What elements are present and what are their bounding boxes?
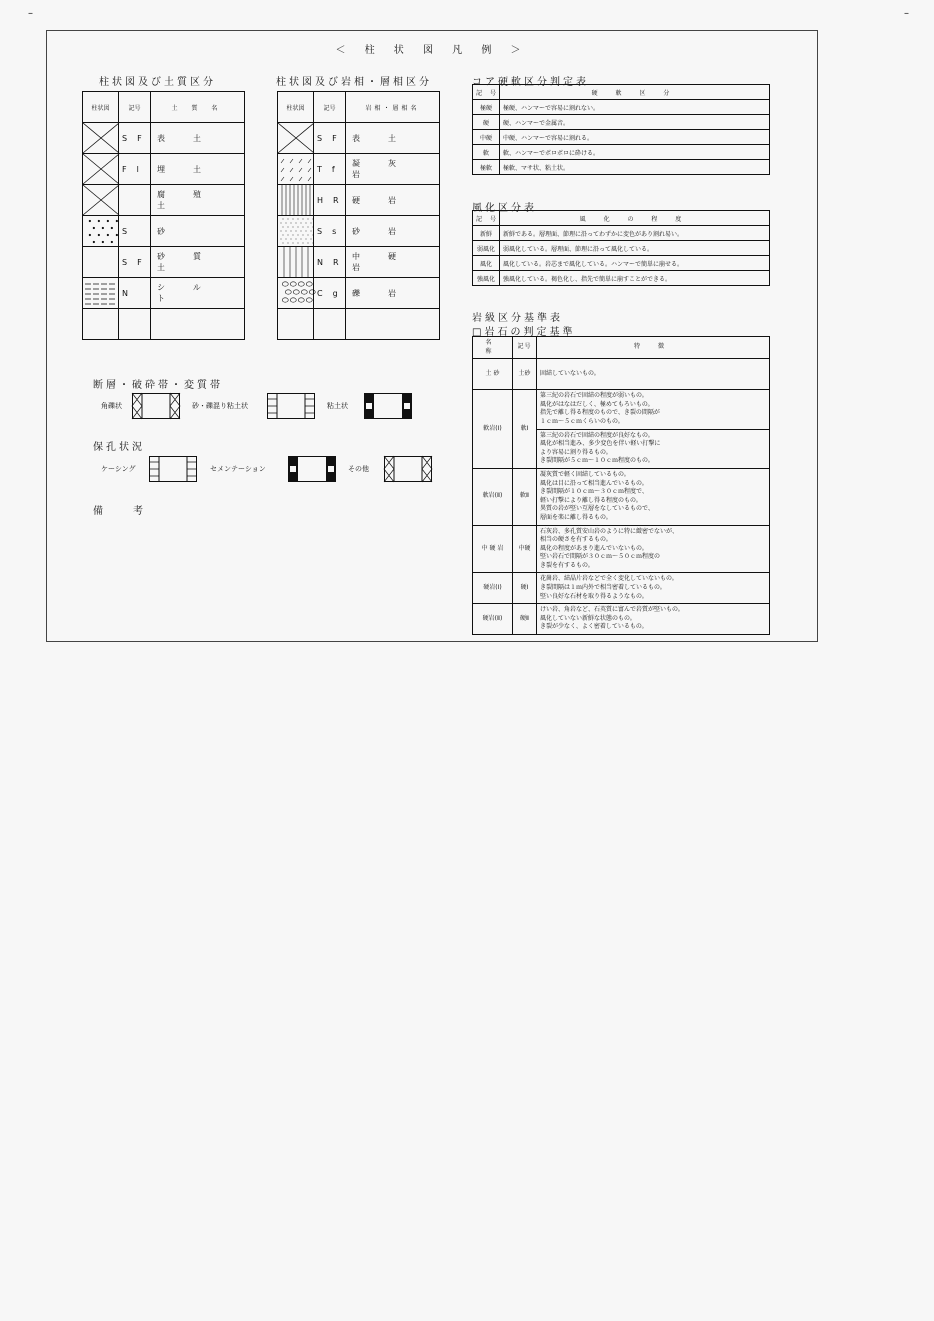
soil-name: シルト — [151, 278, 245, 309]
legend-sheet — [46, 30, 818, 642]
rock-code: SF — [314, 123, 346, 154]
weather-code: 弱風化 — [473, 241, 500, 256]
vlines2-pattern-icon — [278, 247, 314, 278]
dashes-pattern-icon — [83, 278, 119, 309]
rock-row — [278, 123, 440, 154]
grade-code: 中硬 — [513, 525, 537, 573]
soil-code: Fl — [119, 154, 151, 185]
soil-row — [83, 309, 245, 340]
blank-pattern-icon — [83, 247, 119, 278]
cementation-symbol-icon — [288, 456, 336, 482]
weather-code: 新鮮 — [473, 226, 500, 241]
rock-code: Tf — [314, 154, 346, 185]
grade-row — [473, 390, 770, 429]
breccia-symbol-icon — [132, 393, 180, 419]
rock-row — [278, 185, 440, 216]
core-row — [473, 130, 770, 145]
grade-code: 土砂 — [513, 359, 537, 390]
core-header-desc: 硬 軟 区 分 — [500, 85, 770, 100]
grade-header-desc: 特 徴 — [537, 337, 770, 359]
core-code: 極軟 — [473, 160, 500, 175]
soil-code — [119, 309, 151, 340]
casing-symbol-icon — [149, 456, 197, 482]
rock-header-name: 岩相・層相名 — [346, 92, 440, 123]
weather-desc: 弱風化している。層理面、節理に沿って風化している。 — [500, 241, 770, 256]
core-code: 中硬 — [473, 130, 500, 145]
soil-header-code: 記号 — [119, 92, 151, 123]
core-desc: 極硬、ハンマーで容易に割れない。 — [500, 100, 770, 115]
soil-name: 砂 — [151, 216, 245, 247]
grade-desc: 固結していないもの。 — [537, 359, 770, 390]
fault-title: 断層・破砕帯・変質帯 — [93, 380, 223, 391]
core-desc: 極軟、マサ状、粘土状。 — [500, 160, 770, 175]
rock-grade-table — [472, 336, 770, 635]
grade-desc: 第三紀の岩石で固結の程度が弱いもの。 風化がはなはだしく、極めてもろいもの。 指先で離し得る程度のもので、き裂の間隔が １ｃｍ～５ｃｍくらいのもの。 — [537, 390, 770, 429]
core-row — [473, 115, 770, 130]
weather-header-desc: 風 化 の 程 度 — [500, 211, 770, 226]
soil-header-pattern: 柱状図 — [83, 92, 119, 123]
rock-row — [278, 216, 440, 247]
grade-desc: けい岩、角岩など、石英質に富んで岩質が堅いもの。 風化していない新鮮な状態のもの。 き裂が少なく、よく密着しているもの。 — [537, 604, 770, 635]
other-symbol-icon — [384, 456, 432, 482]
soil-row — [83, 247, 245, 278]
soil-row — [83, 278, 245, 309]
rock-code: NR — [314, 247, 346, 278]
grade-header-code: 記号 — [513, 337, 537, 359]
weather-row — [473, 226, 770, 241]
grade-code: 硬Ⅱ — [513, 604, 537, 635]
blank-pattern-icon — [278, 309, 314, 340]
weather-row — [473, 241, 770, 256]
rockgrade-title: 岩級区分基準表 — [472, 313, 563, 324]
weather-row — [473, 271, 770, 286]
grade-row — [473, 525, 770, 573]
soil-name: 腐殖土 — [151, 185, 245, 216]
soil-name: 砂質土 — [151, 247, 245, 278]
weather-desc: 風化している。岩芯まで風化している。ハンマーで簡単に崩せる。 — [500, 256, 770, 271]
soil-table — [82, 91, 245, 340]
grade-desc: 花崗岩、結晶片岩などで全く変化していないもの。 き裂間隔は１ｍ内外で相当密着しているもの。 堅い良好な石材を取り得るようなもの。 — [537, 573, 770, 604]
grade-row — [473, 468, 770, 525]
rock-code: HR — [314, 185, 346, 216]
corner-mark-left: – — [28, 8, 33, 19]
grade-code: 硬Ⅰ — [513, 573, 537, 604]
rock-name: 中硬岩 — [346, 247, 440, 278]
soil-row — [83, 185, 245, 216]
rock-code — [314, 309, 346, 340]
weather-code: 風化 — [473, 256, 500, 271]
grade-desc: 石灰岩、多孔質安山岩のように特に緻密でないが、 相当の硬さを有するもの。 風化の程度があまり進んでいないもの。 堅い岩石で間隔が３０ｃｍ～５０ｃｍ程度の き裂を有するもの。 — [537, 525, 770, 573]
core-row — [473, 160, 770, 175]
fault-label-clay: 粘土状 — [327, 402, 348, 410]
weather-code: 強風化 — [473, 271, 500, 286]
grade-name: 土 砂 — [473, 359, 513, 390]
soil-code: S — [119, 216, 151, 247]
core-table-title: コア硬軟区分判定表 — [472, 77, 589, 88]
grade-desc: 凝灰質で軽く固結しているもの。 風化は目に沿って相当進んでいるもの。 き裂間隔が１０ｃｍ～３０ｃｍ程度で、 軽い打撃により離し得る程度のもの。 異質の岩が堅い互層をなしているもので、 層面を楽に離し得るもの。 — [537, 468, 770, 525]
soil-row — [83, 154, 245, 185]
core-row — [473, 145, 770, 160]
cross-pattern-icon — [83, 123, 119, 154]
soil-row — [83, 123, 245, 154]
rock-name: 砂岩 — [346, 216, 440, 247]
soil-code — [119, 185, 151, 216]
soil-name — [151, 309, 245, 340]
weathering-table-title: 風化区分表 — [472, 203, 537, 214]
weather-desc: 強風化している。褐色化し、指先で簡単に崩すことができる。 — [500, 271, 770, 286]
grade-row — [473, 573, 770, 604]
soil-code: SF — [119, 123, 151, 154]
rock-row — [278, 278, 440, 309]
grade-desc: 第三紀の岩石で固結の程度が良好なもの。 風化が相当進み、多少変色を伴い軽い打撃に より容易に割り得るもの。 き裂間隔が５ｃｍ～１０ｃｍ程度のもの。 — [537, 429, 770, 468]
rock-name: 表土 — [346, 123, 440, 154]
borehole-label-casing: ケーシング — [101, 465, 136, 473]
rock-code: Cg — [314, 278, 346, 309]
rockgrade-subtitle: □岩石の判定基準 — [472, 327, 576, 338]
soil-name: 埋土 — [151, 154, 245, 185]
soil-name: 表土 — [151, 123, 245, 154]
grade-name: 硬岩(Ⅱ) — [473, 604, 513, 635]
soil-code: SF — [119, 247, 151, 278]
blank-pattern-icon — [83, 309, 119, 340]
weathering-table — [472, 210, 770, 286]
soil-table-title: 柱状図及び土質区分 — [99, 77, 216, 88]
fault-label-gravelclay: 砂・礫混り粘土状 — [192, 402, 248, 410]
borehole-title: 保孔状況 — [93, 442, 145, 453]
rock-name: 凝灰岩 — [346, 154, 440, 185]
grade-code: 軟Ⅱ — [513, 468, 537, 525]
weather-header-code: 記号 — [473, 211, 500, 226]
grade-header-name: 名 称 — [473, 337, 513, 359]
core-desc: 軟、ハンマーでボロボロに砕ける。 — [500, 145, 770, 160]
soil-row — [83, 216, 245, 247]
core-header-code: 記号 — [473, 85, 500, 100]
vlines-pattern-icon — [278, 185, 314, 216]
grade-row — [473, 604, 770, 635]
rockfacies-table-title: 柱状図及び岩相・層相区分 — [276, 77, 432, 88]
grade-name: 硬岩(Ⅰ) — [473, 573, 513, 604]
clay-symbol-icon — [364, 393, 412, 419]
rock-name: 硬岩 — [346, 185, 440, 216]
soil-code: N — [119, 278, 151, 309]
dots-pattern-icon — [83, 216, 119, 247]
fault-label-breccia: 角礫状 — [101, 402, 122, 410]
finedots-pattern-icon — [278, 216, 314, 247]
rock-row — [278, 154, 440, 185]
borehole-label-other: その他 — [348, 465, 369, 473]
grade-code: 軟Ⅰ — [513, 390, 537, 469]
remarks-title: 備 考 — [93, 506, 153, 517]
rock-name: 礫岩 — [346, 278, 440, 309]
weather-row — [473, 256, 770, 271]
core-code: 硬 — [473, 115, 500, 130]
rock-code: Ss — [314, 216, 346, 247]
weather-desc: 新鮮である。層理面、節理に沿ってわずかに変色があり割れ易い。 — [500, 226, 770, 241]
core-desc: 中硬、ハンマーで容易に割れる。 — [500, 130, 770, 145]
cross-pattern-icon — [83, 185, 119, 216]
gravel-pattern-icon — [278, 278, 314, 309]
cross-pattern-icon — [278, 123, 314, 154]
core-code: 極硬 — [473, 100, 500, 115]
rock-name — [346, 309, 440, 340]
rock-row — [278, 247, 440, 278]
cross-pattern-icon — [83, 154, 119, 185]
core-hardness-table — [472, 84, 770, 175]
grade-name: 中 硬 岩 — [473, 525, 513, 573]
borehole-label-cementation: セメンテーション — [210, 465, 266, 473]
core-row — [473, 100, 770, 115]
core-code: 軟 — [473, 145, 500, 160]
soil-header-name: 土 質 名 — [151, 92, 245, 123]
page-title: ＜ 柱 状 図 凡 例 ＞ — [335, 45, 529, 56]
rock-header-pattern: 柱状図 — [278, 92, 314, 123]
gravel-clay-symbol-icon — [267, 393, 315, 419]
grade-name: 軟岩(Ⅱ) — [473, 468, 513, 525]
rock-header-code: 記号 — [314, 92, 346, 123]
rockfacies-table — [277, 91, 440, 340]
rock-row — [278, 309, 440, 340]
grade-name: 軟岩(Ⅰ) — [473, 390, 513, 469]
ticks-pattern-icon — [278, 154, 314, 185]
core-desc: 硬、ハンマーで金属音。 — [500, 115, 770, 130]
corner-mark-right: – — [904, 8, 909, 19]
grade-row — [473, 359, 770, 390]
